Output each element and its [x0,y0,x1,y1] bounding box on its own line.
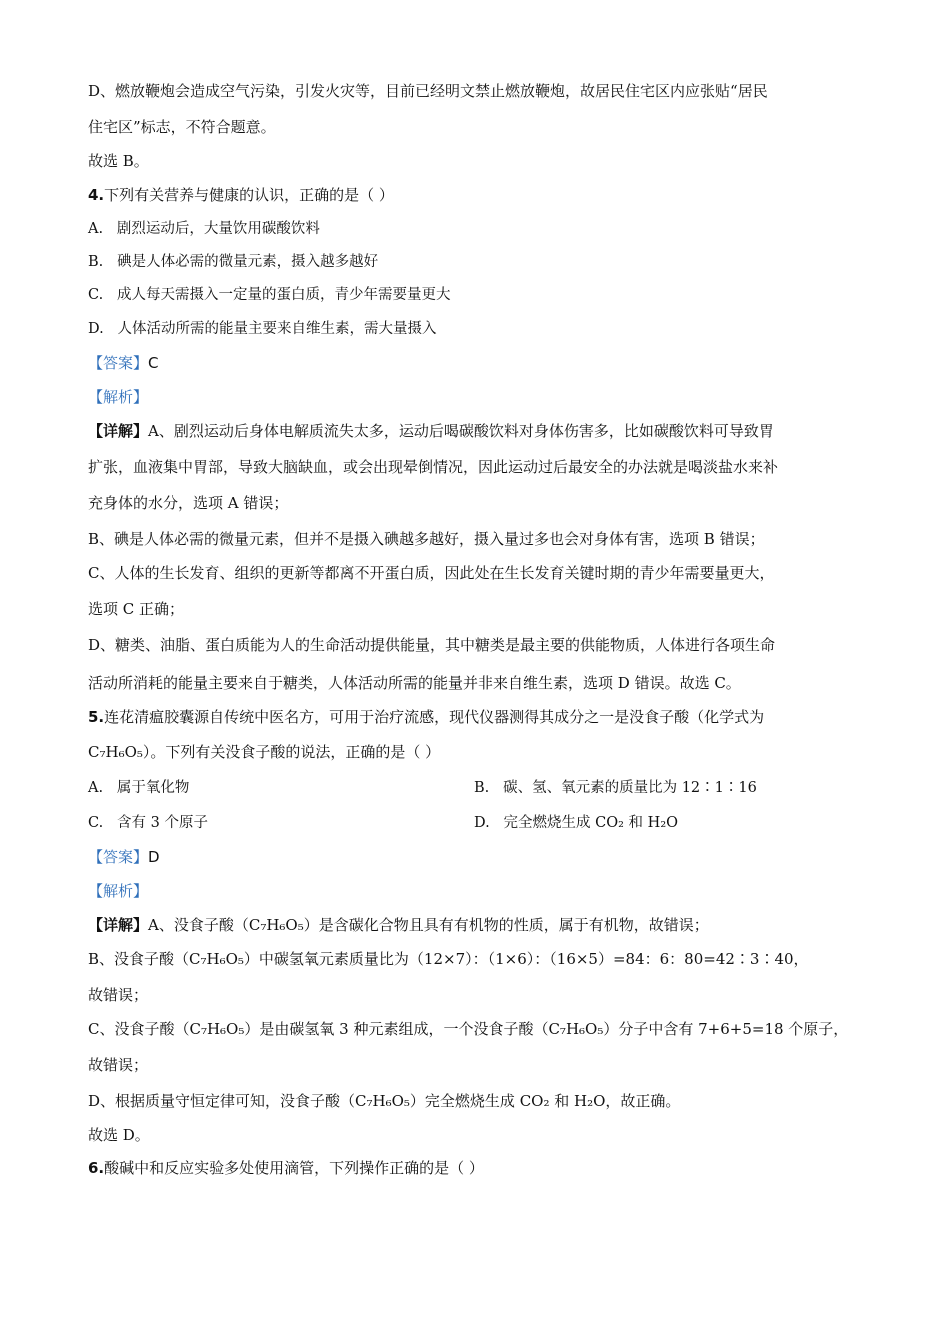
q5-option-a [88,777,189,799]
answer-label: 【答案】 [88,848,149,866]
q4-analysis-label: 【解析】 [88,388,149,406]
chemical-formula: C₇H₆O₅ [88,743,143,761]
q4-answer [88,352,159,374]
question-text: 下列有关营养与健康的认识，正确的是（ ） [104,186,394,204]
q5-detail-c2: 故错误； [88,1056,149,1074]
q5-detail-c1: C、没食子酸（C₇H₆O₅）是由碳氢氧 3 种元素组成，一个没食子酸（C₇H₆O₅）分子中含有 7+6+5=18 个原子， [88,1020,849,1038]
q5-detail-b1: B、没食子酸（C₇H₆O₅）中碳氢氧元素质量比为（12×7）：（1×6）：（16×5）=84：6：80=42∶3∶40， [88,950,809,968]
option-letter: D. [88,321,104,337]
detail-label: 【详解】 [88,422,149,440]
option-letter: A. [88,780,104,796]
q5-option-b [474,777,757,799]
question-number: 5. [88,708,105,726]
q5-analysis-label: 【解析】 [88,882,149,900]
option-text: 完全燃烧生成 CO₂ 和 H₂O [503,815,679,831]
option-text: 碳、氢、氧元素的质量比为 12∶1∶16 [503,780,757,796]
question-6-stem [88,1157,484,1179]
q4-detail-line5: C、人体的生长发育、组织的更新等都离不开蛋白质，因此处在生长发育关键时期的青少年需要量更大， [88,564,775,582]
option-letter: A. [88,221,104,237]
q5-detail-b2: 故错误； [88,986,149,1004]
q5-detail-d: D、根据质量守恒定律可知，没食子酸（C₇H₆O₅）完全燃烧生成 CO₂ 和 H₂O，故正确。 [88,1092,681,1110]
prev-option-d-line2: 住宅区”标志，不符合题意。 [88,118,276,136]
answer-label: 【答案】 [88,354,149,372]
option-text: 人体活动所需的能量主要来自维生素，需大量摄入 [117,321,437,337]
q5-option-d [474,812,678,834]
q5-conclusion: 故选 D。 [88,1126,150,1144]
prev-option-d-line1: D、燃放鞭炮会造成空气污染，引发火灾等，目前已经明文禁止燃放鞭炮，故居民住宅区内应张贴“居民 [88,82,768,100]
q4-detail-line7: D、糖类、油脂、蛋白质能为人的生命活动提供能量，其中糖类是最主要的供能物质，人体进行各项生命 [88,636,776,654]
option-text: 属于氧化物 [116,780,190,796]
question-text: 连花清瘟胶囊源自传统中医名方，可用于治疗流感，现代仪器测得其成分之一是没食子酸（化学式为 [104,708,765,726]
option-text: 碘是人体必需的微量元素，摄入越多越好 [117,254,379,270]
q4-detail-line3: 充身体的水分，选项 A 错误； [88,494,289,512]
option-letter: D. [474,815,490,831]
q4-option-c [88,284,451,306]
prev-conclusion: 故选 B。 [88,152,149,170]
q4-detail-line4: B、碘是人体必需的微量元素，但并不是摄入碘越多越好，摄入量过多也会对身体有害，选项 B 错误； [88,530,765,548]
q4-option-d [88,318,437,340]
q4-detail-line8: 活动所消耗的能量主要来自于糖类，人体活动所需的能量并非来自维生素，选项 D 错误。故选 C。 [88,674,741,692]
option-letter: B. [474,780,490,796]
q4-detail-line1 [88,420,774,442]
option-letter: C. [88,287,104,303]
q5-detail-a [88,914,709,936]
question-4-stem [88,184,394,206]
question-text: 酸碱中和反应实验多处使用滴管，下列操作正确的是（ ） [104,1159,484,1177]
option-text: 成人每天需摄入一定量的蛋白质，青少年需要量更大 [117,287,451,303]
detail-label: 【详解】 [88,916,149,934]
answer-value: D [148,848,160,866]
q4-option-b [88,251,378,273]
option-letter: C. [88,815,104,831]
detail-text: A、剧烈运动后身体电解质流失太多，运动后喝碳酸饮料对身体伤害多，比如碳酸饮料可导致胃 [148,422,774,440]
q5-answer [88,846,160,868]
q4-option-a [88,218,320,240]
question-number: 4. [88,186,105,204]
q4-detail-line2: 扩张，血液集中胃部，导致大脑缺血，或会出现晕倒情况，因此运动过后最安全的办法就是喝淡盐水来补 [88,458,779,476]
q5-option-c [88,812,208,834]
detail-text: A、没食子酸（C₇H₆O₅）是含碳化合物且具有有机物的性质，属于有机物，故错误； [148,916,709,934]
option-text: 剧烈运动后，大量饮用碳酸饮料 [116,221,320,237]
question-number: 6. [88,1159,105,1177]
question-text: ）。下列有关没食子酸的说法，正确的是（ ） [142,743,441,761]
answer-value: C [148,354,159,372]
question-5-stem-line1 [88,706,764,728]
option-letter: B. [88,254,104,270]
option-text: 含有 3 个原子 [117,815,208,831]
question-5-stem-line2 [88,741,440,763]
q4-detail-line6: 选项 C 正确； [88,600,185,618]
